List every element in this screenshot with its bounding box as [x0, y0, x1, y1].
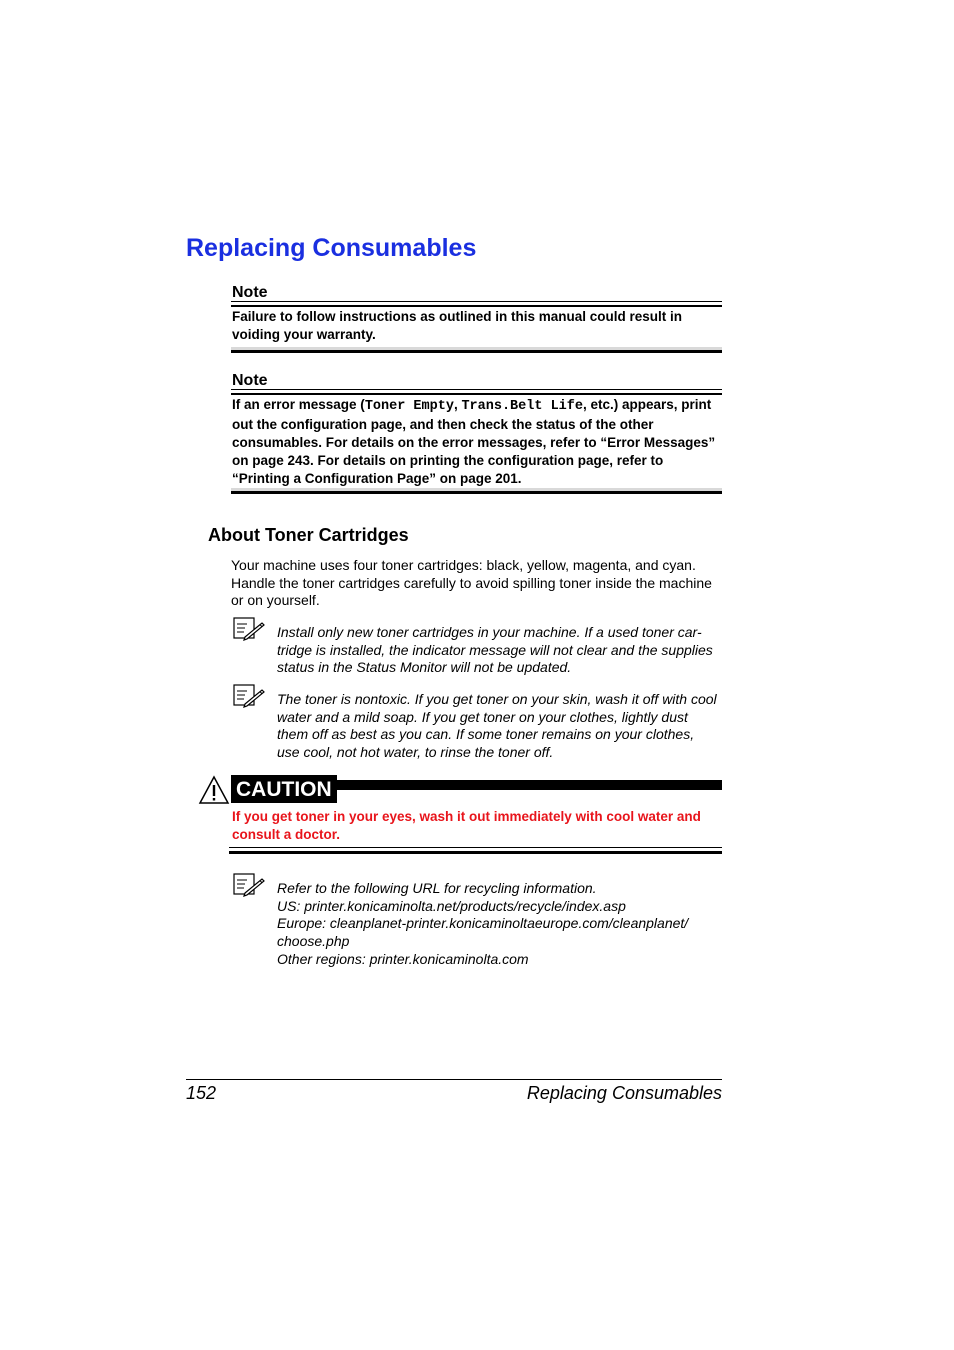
note-text-rest: print out the configuration page, and then check the status of the other consumables. For details on the error messages, refer to “Error Messages” on page 243. For details on printing the configuration page, refer to “Printing a Configuration Page” on page 201. — [232, 397, 716, 486]
memo-line: Refer to the following URL for recycling information. — [277, 880, 597, 896]
note-bottom-rule — [231, 488, 722, 494]
page-title: Replacing Consumables — [186, 234, 477, 262]
note-top-rule — [231, 389, 722, 395]
memo-pencil-icon — [233, 873, 265, 899]
memo-pencil-icon — [233, 617, 265, 643]
note-top-rule — [231, 301, 722, 307]
note-text: Failure to follow instructions as outlined in this manual could result in voiding your warranty. — [232, 309, 683, 342]
note-label: Note — [232, 284, 268, 301]
footer-rule — [186, 1079, 722, 1080]
section-title: About Toner Cartridges — [208, 525, 409, 545]
memo-text — [277, 880, 723, 969]
memo-text: Install only new toner cartridges in your machine. If a used toner car-tridge is installed, the indicator message will not clear and the supplies status in the Status Monitor will not be updated. — [277, 624, 713, 676]
note-text — [232, 396, 722, 488]
memo-line: Other regions: printer.konicaminolta.com — [277, 950, 529, 967]
error-code-trans-belt-life: Trans.Belt Life — [461, 399, 583, 414]
note-label: Note — [232, 372, 268, 389]
note-text-suffix: , etc.) appears, — [582, 397, 678, 412]
section-paragraph: Your machine uses four toner cartridges: black, yellow, magenta, and cyan. Handle the toner cartridges carefully to avoid spilling toner inside the machine or on yourself. — [231, 557, 712, 609]
footer-section-name: Replacing Consumables — [526, 1083, 722, 1103]
note-bottom-rule — [231, 347, 722, 353]
caution-text: If you get toner in your eyes, wash it out immediately with cool water and consult a doctor. — [232, 809, 701, 842]
warning-triangle-icon — [198, 775, 230, 805]
error-code-toner-empty: Toner Empty — [364, 399, 454, 414]
caution-bottom-rule — [229, 847, 722, 854]
page-number: 152 — [186, 1083, 217, 1103]
note-separator: , — [453, 397, 462, 412]
memo-pencil-icon — [233, 684, 265, 710]
memo-text: The toner is nontoxic. If you get toner on your skin, wash it off with cool water and a mild soap. If you get toner on your clothes, lightly dust them off as best as you can. If some toner remains on your clothes, use cool, not hot water, to rinse the toner off. — [277, 691, 717, 761]
memo-line: US: printer.konicaminolta.net/products/recycle/index.asp — [277, 897, 626, 914]
note-text-prefix: If an error message ( — [232, 397, 365, 412]
memo-line: Europe: cleanplanet-printer.konicaminoltaeurope.com/cleanplanet/ — [277, 915, 689, 932]
memo-line: choose.php — [277, 933, 350, 950]
caution-label: CAUTION — [231, 775, 337, 803]
